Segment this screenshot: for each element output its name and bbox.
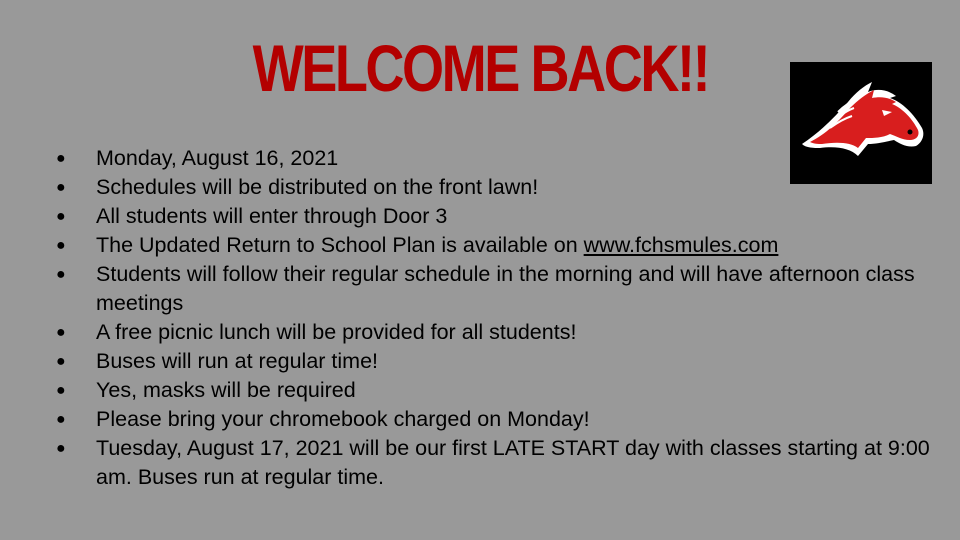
list-item-text: Schedules will be distributed on the front lawn! bbox=[96, 175, 539, 199]
list-item-text: All students will enter through Door 3 bbox=[96, 204, 448, 228]
list-item bbox=[54, 202, 934, 231]
list-item bbox=[54, 144, 934, 173]
list-item-text: Tuesday, August 17, 2021 will be our first LATE START day with classes starting at 9:00 am. Buses run at regular time. bbox=[96, 436, 930, 489]
list-item-text: The Updated Return to School Plan is available on bbox=[96, 233, 584, 257]
bullet-icon: ● bbox=[56, 237, 66, 254]
slide-title: WELCOME BACK!! bbox=[252, 31, 709, 105]
list-item-text: Yes, masks will be required bbox=[96, 378, 356, 402]
bullet-icon: ● bbox=[56, 353, 66, 370]
list-item bbox=[54, 405, 934, 434]
list-item bbox=[54, 173, 934, 202]
bullet-icon: ● bbox=[56, 324, 66, 341]
bullet-icon: ● bbox=[56, 179, 66, 196]
list-item-text: Students will follow their regular schedule in the morning and will have afternoon class meetings bbox=[96, 262, 915, 315]
list-item bbox=[54, 231, 934, 260]
list-item bbox=[54, 434, 934, 492]
list-item-text: Monday, August 16, 2021 bbox=[96, 146, 339, 170]
bullet-icon: ● bbox=[56, 208, 66, 225]
bullet-icon: ● bbox=[56, 266, 66, 283]
bullet-icon: ● bbox=[56, 150, 66, 167]
list-item bbox=[54, 260, 934, 318]
bullet-icon: ● bbox=[56, 411, 66, 428]
list-item-text: Buses will run at regular time! bbox=[96, 349, 378, 373]
announcement-list bbox=[54, 144, 934, 492]
list-item bbox=[54, 376, 934, 405]
list-item-text: A free picnic lunch will be provided for all students! bbox=[96, 320, 577, 344]
list-item-text: Please bring your chromebook charged on Monday! bbox=[96, 407, 590, 431]
bullet-icon: ● bbox=[56, 440, 66, 457]
website-link[interactable]: www.fchsmules.com bbox=[583, 233, 779, 257]
list-item bbox=[54, 347, 934, 376]
list-item bbox=[54, 318, 934, 347]
bullet-icon: ● bbox=[56, 382, 66, 399]
